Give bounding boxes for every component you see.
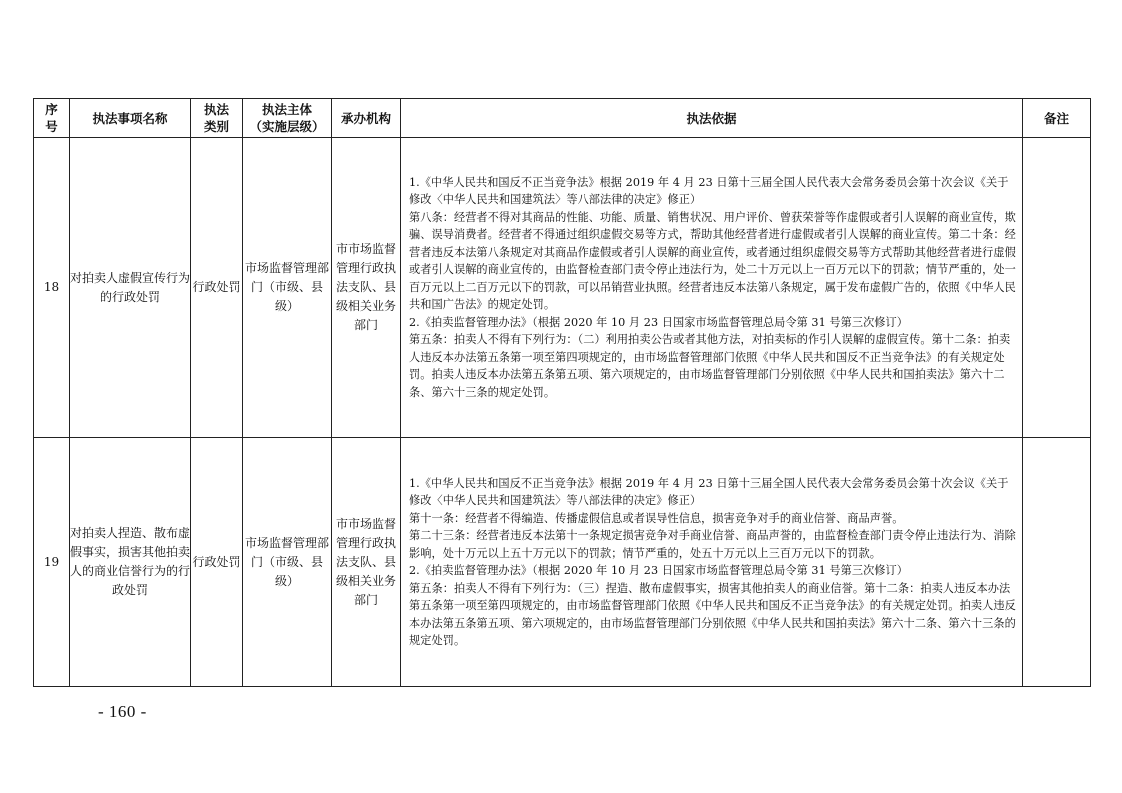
row-item-name: 对拍卖人捏造、散布虚假事实，损害其他拍卖人的商业信誉行为的行政处罚 xyxy=(70,438,191,687)
header-item-name: 执法事项名称 xyxy=(70,99,191,138)
basis-paragraph: 1.《中华人民共和国反不正当竞争法》根据 2019 年 4 月 23 日第十三届全国人民代表大会常务委员会第十次会议《关于修改〈中华人民共和国建筑法〉等八部法律的决定》修正） xyxy=(409,175,1009,207)
row-subject: 市场监督管理部门（市级、县级） xyxy=(243,438,332,687)
header-seq: 序 号 xyxy=(34,99,70,138)
table-row xyxy=(34,438,1091,687)
page-number: - 160 - xyxy=(98,702,147,721)
law-enforcement-table xyxy=(33,98,1091,687)
row-basis xyxy=(401,138,1023,438)
header-subject: 执法主体 （实施层级） xyxy=(243,99,332,138)
basis-paragraph: 1.《中华人民共和国反不正当竞争法》根据 2019 年 4 月 23 日第十三届全国人民代表大会常务委员会第十次会议《关于修改〈中华人民共和国建筑法〉等八部法律的决定》修正） xyxy=(409,476,1009,507)
row-category: 行政处罚 xyxy=(191,438,243,687)
header-remark: 备注 xyxy=(1023,99,1091,138)
row-remark xyxy=(1023,138,1091,438)
table-header-row xyxy=(34,99,1091,138)
row-agency: 市市场监督管理行政执法支队、县级相关业务部门 xyxy=(332,438,401,687)
basis-paragraph: 第十一条：经营者不得编造、传播虚假信息或者误导性信息，损害竞争对手的商业信誉、商品声誉。 xyxy=(409,511,904,525)
row-category: 行政处罚 xyxy=(191,138,243,438)
row-agency: 市市场监督管理行政执法支队、县级相关业务部门 xyxy=(332,138,401,438)
row-seq: 18 xyxy=(34,138,70,438)
basis-paragraph: 第八条：经营者不得对其商品的性能、功能、质量、销售状况、用户评价、曾获荣誉等作虚假或者引人误解的商业宣传，欺骗、误导消费者。经营者不得通过组织虚假交易等方式，帮助其他经营者进行虚假或者引人误解的商业宣传。第二十条：经营者违反本法第八条规定对其商品作虚假或者引人误解的商业宣传，或者通过组织虚假交易等方式帮助其他经营者进行虚假或者引人误解的商业宣传的，由监督检查部门责令停止违法行为，处二十万元以上一百万元以下的罚款；情节严重的，处一百万元以上二百万元以下的罚款，可以吊销营业执照。经营者违反本法第八条规定，属于发布虚假广告的，依照《中华人民共和国广告法》的规定处罚。 xyxy=(409,210,1016,312)
basis-paragraph: 第二十三条：经营者违反本法第十一条规定损害竞争对手商业信誉、商品声誉的，由监督检查部门责令停止违法行为、消除影响，处十万元以上五十万元以下的罚款；情节严重的，处五十万元以上三百万元以下的罚款。 xyxy=(409,529,1016,560)
row-seq: 19 xyxy=(34,438,70,687)
header-basis: 执法依据 xyxy=(401,99,1023,138)
header-category: 执法 类别 xyxy=(191,99,243,138)
basis-paragraph: 2.《拍卖监督管理办法》（根据 2020 年 10 月 23 日国家市场监督管理总局令第 31 号第三次修订） xyxy=(409,564,909,577)
row-basis xyxy=(401,438,1023,687)
header-agency: 承办机构 xyxy=(332,99,401,138)
row-remark xyxy=(1023,438,1091,687)
basis-paragraph: 第五条：拍卖人不得有下列行为：（二）利用拍卖公告或者其他方法，对拍卖标的作引人误解的虚假宣传。第十二条：拍卖人违反本办法第五条第一项至第四项规定的，由市场监督管理部门依照《中华人民共和国反不正当竞争法》的有关规定处罚。拍卖人违反本办法第五条第五项、第六项规定的，由市场监督管理部门分别依照《中华人民共和国拍卖法》第六十二条、第六十三条的规定处罚。 xyxy=(409,333,1011,399)
basis-paragraph: 第五条：拍卖人不得有下列行为：（三）捏造、散布虚假事实，损害其他拍卖人的商业信誉。第十二条：拍卖人违反本办法第五条第一项至第四项规定的，由市场监督管理部门依照《中华人民共和国反不正当竞争法》的有关规定处罚。拍卖人违反本办法第五条第五项、第六项规定的，由市场监督管理部门分别依照《中华人民共和国拍卖法》第六十二条、第六十三条的规定处罚。 xyxy=(409,581,1016,647)
row-item-name: 对拍卖人虚假宣传行为的行政处罚 xyxy=(70,138,191,438)
basis-paragraph: 2.《拍卖监督管理办法》（根据 2020 年 10 月 23 日国家市场监督管理总局令第 31 号第三次修订） xyxy=(409,315,909,329)
row-subject: 市场监督管理部门（市级、县级） xyxy=(243,138,332,438)
table-row xyxy=(34,138,1091,438)
